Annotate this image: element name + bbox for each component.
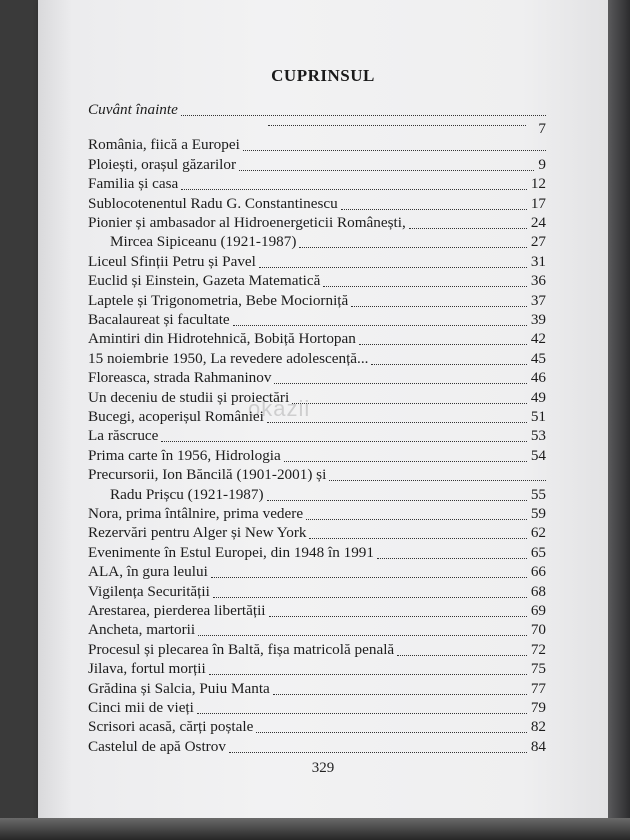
toc-page-number: 27 <box>530 233 546 251</box>
toc-entry-title: Grădina și Salcia, Puiu Manta <box>88 679 270 697</box>
toc-page-number: 59 <box>530 505 546 522</box>
toc-entry <box>88 329 546 349</box>
toc-entry-continuation: Mircea Sipiceanu (1921-1987) <box>110 233 297 251</box>
toc-entry-title: Bucegi, acoperișul României <box>88 408 264 425</box>
toc-entry-title: Cuvânt înainte <box>88 101 178 118</box>
toc-leader-dots <box>409 228 527 229</box>
toc-leader-dots <box>269 616 527 617</box>
toc-entry-title: Ancheta, martorii <box>88 621 196 639</box>
toc-entry <box>88 620 546 640</box>
toc-leader-dots <box>268 125 526 126</box>
toc-entry <box>88 737 546 757</box>
toc-page-number: 69 <box>530 602 546 619</box>
toc-entry <box>88 582 546 602</box>
toc-leader-dots <box>181 115 546 116</box>
toc-leader-dots <box>329 480 546 481</box>
toc-leader-dots <box>284 461 527 462</box>
toc-entry <box>88 659 546 679</box>
toc-entry-title: Cinci mii de vieți <box>88 699 194 716</box>
toc-page-number: 79 <box>530 699 546 716</box>
toc-entry-title: ALA, în gura leului <box>88 563 208 581</box>
toc-leader-dots <box>309 538 526 539</box>
toc-entry-title: Pionier și ambasador al Hidroenergeticii Românești, <box>88 214 406 231</box>
book-edge <box>608 0 630 840</box>
toc-page-number: 65 <box>530 543 546 561</box>
toc-leader-dots <box>274 383 526 384</box>
toc-entry <box>88 174 546 194</box>
toc-entry <box>88 640 546 660</box>
toc-page-number: 39 <box>530 311 546 328</box>
toc-entry <box>88 601 546 621</box>
toc-entry <box>88 213 546 233</box>
toc-leader-dots <box>229 752 527 753</box>
toc-entry-title: 15 noiembrie 1950, La revedere adolescență... <box>88 349 369 367</box>
toc-entry-title: Familia și casa <box>88 175 179 193</box>
toc-entry-title: Scrisori acasă, cărți poștale <box>88 718 254 736</box>
toc-page-number: 37 <box>530 291 546 309</box>
toc-page-number: 45 <box>530 349 546 367</box>
toc-entry <box>88 504 546 524</box>
toc-page-number: 24 <box>530 214 546 231</box>
toc-entry-title: La răscruce <box>88 427 159 445</box>
toc-entry <box>88 368 546 388</box>
toc-leader-dots <box>323 286 526 287</box>
toc-leader-dots <box>371 364 526 365</box>
toc-page-number: 49 <box>530 388 546 406</box>
toc-page-number: 17 <box>530 194 546 212</box>
toc-entry <box>88 194 546 214</box>
toc-page-number: 46 <box>530 369 546 387</box>
toc-page-number: 77 <box>530 679 546 697</box>
toc-page-number: 84 <box>530 737 546 755</box>
toc-entry-continuation: Radu Prișcu (1921-1987) <box>110 485 264 503</box>
page-number: 329 <box>311 760 335 776</box>
toc-entry-title: Sublocotenentul Radu G. Constantinescu <box>88 194 338 212</box>
toc-leader-dots <box>273 694 527 695</box>
toc-entry-title: Jilava, fortul morții <box>88 660 206 678</box>
toc-page-number: 72 <box>530 640 546 658</box>
toc-page-number: 36 <box>530 272 546 290</box>
toc-entry <box>88 135 546 155</box>
toc-page-number: 55 <box>530 485 546 503</box>
toc-entry-title: Nora, prima întâlnire, prima vedere <box>88 505 304 522</box>
toc-entry <box>88 349 546 369</box>
toc-entry <box>88 698 546 718</box>
toc-entry-title: Procesul și plecarea în Baltă, fișa matricolă penală <box>88 640 395 658</box>
toc-entry-title: Vigilența Securității <box>88 582 210 600</box>
toc-entry <box>88 310 546 330</box>
toc-entry-title: Evenimente în Estul Europei, din 1948 în 1991 <box>88 543 374 561</box>
toc-entry-title: Rezervări pentru Alger și New York <box>88 524 307 542</box>
toc-entry-title: Arestarea, pierderea libertății <box>88 602 266 619</box>
toc-entry-title: Laptele și Trigonometria, Bebe Mociorniță <box>88 291 349 309</box>
toc-entry-title: Bacalaureat și facultate <box>88 311 230 328</box>
watermark: okazii <box>248 396 311 421</box>
toc-entry <box>88 523 546 543</box>
toc-leader-dots <box>209 674 527 675</box>
toc-page-number: 68 <box>530 582 546 600</box>
toc-entry-title: Euclid și Einstein, Gazeta Matematică <box>88 272 321 290</box>
toc-leader-dots <box>233 325 527 326</box>
toc-entry <box>88 271 546 291</box>
toc-leader-dots <box>306 519 527 520</box>
toc-entry-title: Precursorii, Ion Băncilă (1901-2001) și <box>88 466 327 484</box>
toc-page-number: 82 <box>530 718 546 736</box>
toc-entry-title: România, fiică a Europei <box>88 136 240 154</box>
toc-entry <box>88 562 546 582</box>
toc-entry <box>88 100 546 120</box>
toc-page-number: 66 <box>530 563 546 581</box>
toc-page-number: 54 <box>530 446 546 464</box>
toc-leader-dots <box>267 422 527 423</box>
toc-entry-title: Castelul de apă Ostrov <box>88 737 226 755</box>
toc-entry-title: Amintiri din Hidrotehnică, Bobiță Hortopan <box>88 330 356 348</box>
toc-leader-dots <box>267 500 527 501</box>
toc-leader-dots <box>256 732 527 733</box>
toc-entry <box>88 543 546 563</box>
toc-entry-title: Ploiești, orașul găzarilor <box>88 155 237 173</box>
toc-entry-title: Floreasca, strada Rahmaninov <box>88 369 272 387</box>
toc-entry <box>88 291 546 311</box>
toc-entry-title: Un deceniu de studii și proiectări <box>88 388 290 406</box>
toc-entry <box>88 446 546 466</box>
toc-leader-dots <box>377 558 527 559</box>
toc-leader-dots <box>198 635 527 636</box>
toc-leader-dots <box>161 441 526 442</box>
toc-entry <box>88 717 546 737</box>
toc-page-number: 75 <box>530 660 546 678</box>
toc-entry <box>88 155 546 175</box>
toc-page-number: 7 <box>538 120 546 138</box>
toc-page-number: 12 <box>530 175 546 193</box>
toc-entry-title: Prima carte în 1956, Hidrologia <box>88 446 281 464</box>
toc-leader-dots <box>197 713 527 714</box>
toc-leader-dots <box>239 170 534 171</box>
toc-page-number: 9 <box>538 155 546 173</box>
toc-entry <box>88 679 546 699</box>
toc-entry-title: Liceul Sfinții Petru și Pavel <box>88 252 256 270</box>
toc-page-number: 62 <box>530 524 546 542</box>
toc-entry <box>88 252 546 272</box>
toc-page-number: 51 <box>530 408 546 425</box>
toc-leader-dots <box>397 655 527 656</box>
toc-page-number: 42 <box>530 330 546 348</box>
toc-leader-dots <box>243 150 546 151</box>
toc-leader-dots <box>341 209 527 210</box>
toc-entry <box>88 465 546 485</box>
toc-leader-dots <box>181 189 527 190</box>
toc-page-number: 31 <box>530 252 546 270</box>
toc-leader-dots <box>292 403 527 404</box>
toc-page-number: 53 <box>530 427 546 445</box>
toc-leader-dots <box>259 267 527 268</box>
toc-leader-dots <box>299 247 526 248</box>
toc-entry <box>88 485 546 505</box>
toc-entry <box>88 232 546 252</box>
toc-leader-dots <box>351 306 527 307</box>
toc-leader-dots <box>213 597 527 598</box>
page-bottom-shadow <box>0 818 630 840</box>
toc-leader-dots <box>359 344 527 345</box>
page-title: CUPRINSUL <box>271 66 375 85</box>
toc-entry <box>88 388 546 408</box>
toc-entry <box>88 407 546 427</box>
toc-page-number: 70 <box>530 621 546 639</box>
toc-entry <box>88 426 546 446</box>
toc-leader-dots <box>211 577 527 578</box>
